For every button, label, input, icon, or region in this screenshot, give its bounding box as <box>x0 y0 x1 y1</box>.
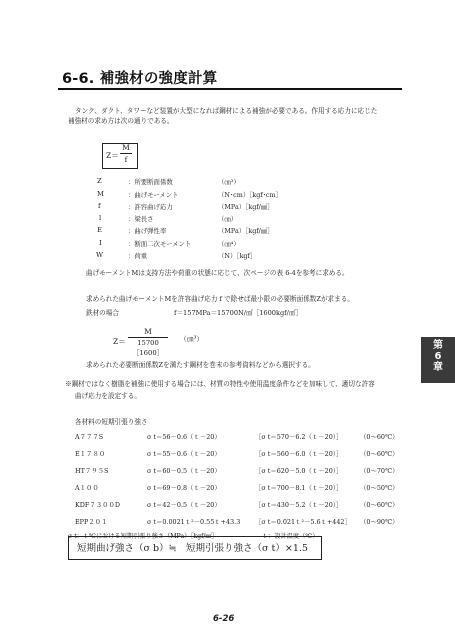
material-temp-range: （0～70℃） <box>360 467 399 475</box>
def-description: ：曲げモーメント <box>128 191 179 199</box>
materials-heading: 各材料の短期引張り強さ <box>75 418 148 426</box>
material-strength-alt: ［σ t＝570－6.2（ｔ－20）］ <box>255 433 343 441</box>
select-paragraph: 求められた必要断面係数Zを満たす鋼材を巻末の参考資料などから選択する。 <box>86 361 315 369</box>
steel-case-label: 鉄材の場合 <box>86 309 119 317</box>
design-temp-legend: ｔ：設計温度（℃） <box>262 533 319 540</box>
material-temp-range: （0～90℃） <box>360 518 399 526</box>
resin-note-line-2: 曲げ応力を設定する。 <box>75 392 141 400</box>
def-unit: （㎝⁴） <box>218 240 240 248</box>
section-paragraph: 求められた曲げモーメントMを許容曲げ応力 f で除せば最小限の必要断面係数Zが求まる。 <box>86 295 354 303</box>
resin-note-line-1: ※鋼材ではなく樹脂を補強に使用する場合には、材質の特性や使用温度条件などを加味して、適切な許容 <box>65 380 375 388</box>
material-temp-range: （0～60℃） <box>360 433 399 441</box>
material-temp-range: （0～60℃） <box>360 501 399 509</box>
formula-z-denominator: f <box>124 155 128 164</box>
material-name: A７７７S <box>75 433 104 441</box>
def-symbol: E <box>97 226 102 234</box>
def-unit: （MPa）［kgf/㎟］ <box>218 203 274 211</box>
bending-strength-formula: 短期曲げ強さ（σ b）≒ 短期引張り強さ（σ t）×1.5 <box>77 543 308 554</box>
material-name: KDF７３００D <box>75 501 121 509</box>
page-number: 6-26 <box>213 614 235 624</box>
def-unit: （N）［kgf］ <box>218 252 257 260</box>
formula-z-fraction-bar <box>120 153 132 154</box>
def-description: ：許容曲げ応力 <box>128 203 173 211</box>
formula-z-numerator: M <box>122 143 130 152</box>
def-description: ：所要断面係数 <box>128 178 173 186</box>
material-strength-alt: ［σ t＝700－8.1（ｔ－20）］ <box>255 484 343 492</box>
chapter-tab-number: 6 <box>434 351 442 362</box>
def-unit: （㎝） <box>218 215 238 223</box>
material-strength: σ t＝42－0.5（ｔ－20） <box>147 501 221 509</box>
material-name: E１７８０ <box>75 450 106 458</box>
def-symbol: Z <box>97 177 102 185</box>
def-symbol: W <box>96 251 103 259</box>
intro-line-2: 補強材の求め方は次の通りである。 <box>68 117 174 125</box>
bending-strength-formula-box <box>68 536 322 560</box>
def-symbol: I <box>99 239 102 247</box>
chapter-tab <box>421 337 455 383</box>
material-strength: σ t＝0.0021ｔ²－0.55ｔ+43.3 <box>147 518 241 526</box>
def-unit: （N･cm）［kgf･cm］ <box>218 191 282 199</box>
material-temp-range: （0～60℃） <box>360 450 399 458</box>
formula-z2-fraction-bar <box>128 337 168 338</box>
chapter-tab-line-3: 章 <box>433 362 443 373</box>
material-strength-alt: ［σ t＝620－5.0（ｔ－20）］ <box>255 467 343 475</box>
formula-z2-denominator: 15700［1600］ <box>132 339 164 357</box>
formula-z2-unit: （㎝³） <box>180 335 204 343</box>
formula-z2-numerator: M <box>144 327 152 336</box>
sigma-legend: σ t：ｔ℃における短期引張り強さ（MPa）［kgf/㎟］ <box>68 533 218 540</box>
page-title: 6-6. 補強材の強度計算 <box>62 71 218 87</box>
moment-paragraph: 曲げモーメントMは支持方法や荷重の状態に応じて、次ページの表 6-4を参考に求める。 <box>86 269 349 277</box>
material-temp-range: （0～50℃） <box>360 484 399 492</box>
material-strength: σ t＝55－0.6（ｔ－20） <box>147 450 221 458</box>
chapter-tab-line-1: 第 <box>433 340 443 351</box>
def-unit: （MPa）［kgf/㎟］ <box>218 227 274 235</box>
material-name: EPP２０１ <box>75 518 108 526</box>
def-unit: （㎝³） <box>218 178 240 186</box>
material-strength-alt: ［σ t＝430－5.2（ｔ－20）］ <box>255 501 343 509</box>
material-strength: σ t＝60－0.5（ｔ－20） <box>147 467 221 475</box>
def-description: ：断面二次モーメント <box>128 240 192 248</box>
material-strength: σ t＝56－0.6（ｔ－20） <box>147 433 221 441</box>
def-symbol: l <box>99 214 102 222</box>
formula-z2-lhs: Z＝ <box>113 337 126 346</box>
steel-case-value: f＝157MPa＝15700N/㎠［1600kgf/㎠］ <box>174 309 303 317</box>
def-symbol: f <box>98 202 101 210</box>
def-symbol: M <box>97 190 104 198</box>
def-description: ：荷重 <box>128 252 148 260</box>
def-description: ：曲げ弾性率 <box>128 227 167 235</box>
def-description: ：梁長さ <box>128 215 154 223</box>
material-strength-alt: ［σ t＝0.021ｔ²－5.6ｔ+442］ <box>255 518 351 526</box>
title-underline <box>58 88 402 90</box>
formula-z-lhs: Z＝ <box>106 151 119 160</box>
intro-line-1: タンク、ダクト、タワーなど装置が大型になれば鋼材による補強が必要である。作用する応力に応じた <box>75 107 378 115</box>
material-name: HT７９５S <box>75 467 109 475</box>
material-name: A１００ <box>75 484 99 492</box>
material-strength: σ t＝69－0.8（ｔ－20） <box>147 484 221 492</box>
material-strength-alt: ［σ t＝560－6.0（ｔ－20）］ <box>255 450 343 458</box>
